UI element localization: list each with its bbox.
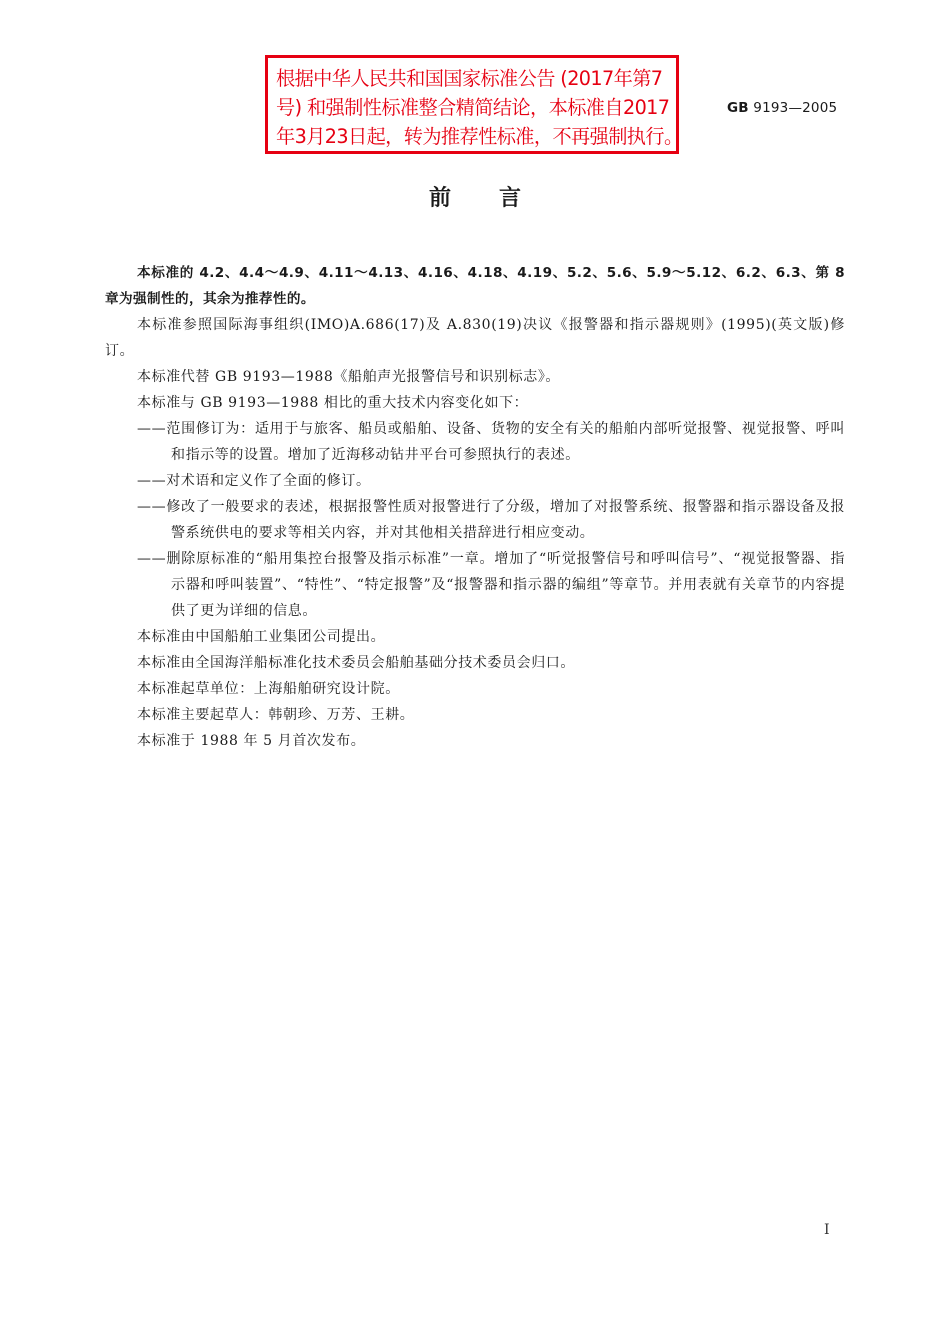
drafting-unit-paragraph: 本标准起草单位：上海船舶研究设计院。 xyxy=(137,681,400,697)
notice-line: 年3月23日起，转为推荐性标准，不再强制执行。 xyxy=(276,124,683,148)
foreword-body xyxy=(105,260,845,754)
change-item: ——删除原标准的“船用集控台报警及指示标准”一章。增加了“听觉报警信号和呼叫信号”、“视觉报警器、指示器和呼叫装置”、“特性”、“特定报警”及“报警器和指示器的编组”等章节。并用表就有关章节的内容提供了更为详细的信息。 xyxy=(137,551,845,619)
page-number: I xyxy=(824,1222,830,1238)
committee-paragraph: 本标准由全国海洋船标准化技术委员会船舶基础分技术委员会归口。 xyxy=(137,655,575,671)
page-title: 前言 xyxy=(428,186,569,211)
notice-line: 号) 和强制性标准整合精简结论，本标准自2017 xyxy=(276,95,670,119)
change-item: ——修改了一般要求的表述，根据报警性质对报警进行了分级，增加了对报警系统、报警器和指示器设备及报警系统供电的要求等相关内容，并对其他相关措辞进行相应变动。 xyxy=(137,499,845,541)
reference-paragraph: 本标准参照国际海事组织(IMO)A.686(17)及 A.830(19)决议《报警器和指示器规则》(1995)(英文版)修订。 xyxy=(105,317,845,359)
standard-prefix: GB xyxy=(727,100,749,116)
drafters-paragraph: 本标准主要起草人：韩朝珍、万芳、王耕。 xyxy=(137,707,415,723)
change-item: ——对术语和定义作了全面的修订。 xyxy=(137,473,371,489)
proposer-paragraph: 本标准由中国船舶工业集团公司提出。 xyxy=(137,629,386,645)
replacement-paragraph: 本标准代替 GB 9193—1988《船舶声光报警信号和识别标志》。 xyxy=(137,369,561,385)
change-item: ——范围修订为：适用于与旅客、船员或船舶、设备、货物的安全有关的船舶内部听觉报警、视觉报警、呼叫和指示等的设置。增加了近海移动钻井平台可参照执行的表述。 xyxy=(137,421,845,463)
changes-intro-paragraph: 本标准与 GB 9193—1988 相比的重大技术内容变化如下： xyxy=(137,395,529,411)
standard-code xyxy=(727,100,837,116)
notice-line: 根据中华人民共和国国家标准公告 (2017年第7 xyxy=(276,67,663,90)
regulatory-notice-box xyxy=(265,55,683,154)
mandatory-clauses-paragraph: 本标准的 4.2、4.4～4.9、4.11～4.13、4.16、4.18、4.19、5.2、5.6、5.9～5.12、6.2、6.3、第 8 章为强制性的，其余为推荐性的。 xyxy=(105,265,845,307)
first-release-paragraph: 本标准于 1988 年 5 月首次发布。 xyxy=(137,733,366,749)
standard-number: 9193—2005 xyxy=(753,100,838,116)
